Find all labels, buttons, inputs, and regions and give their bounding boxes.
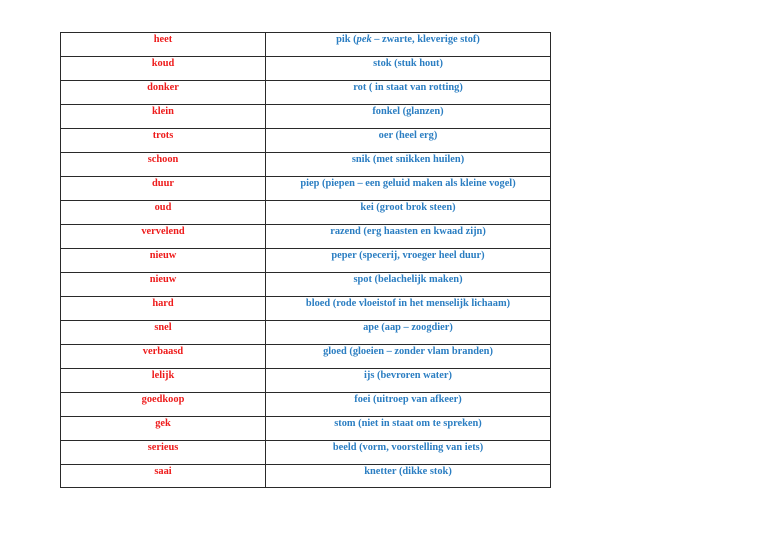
word-cell: saai bbox=[61, 465, 266, 488]
definition-cell: piep (piepen – een geluid maken als kleine vogel) bbox=[266, 177, 551, 201]
word-table bbox=[60, 32, 551, 488]
definition-text: pik ( bbox=[336, 34, 357, 45]
definition-cell: beeld (vorm, voorstelling van iets) bbox=[266, 441, 551, 465]
definition-cell: stom (niet in staat om te spreken) bbox=[266, 417, 551, 441]
word-cell: koud bbox=[61, 57, 266, 81]
definition-cell: razend (erg haasten en kwaad zijn) bbox=[266, 225, 551, 249]
word-cell: duur bbox=[61, 177, 266, 201]
definition-text: – zwarte, kleverige stof) bbox=[371, 34, 480, 45]
word-cell: nieuw bbox=[61, 249, 266, 273]
definition-cell: knetter (dikke stok) bbox=[266, 465, 551, 488]
word-cell: trots bbox=[61, 129, 266, 153]
definition-cell: snik (met snikken huilen) bbox=[266, 153, 551, 177]
word-cell: donker bbox=[61, 81, 266, 105]
definition-cell bbox=[266, 33, 551, 57]
table-row bbox=[61, 249, 551, 273]
table-row bbox=[61, 441, 551, 465]
table-row bbox=[61, 81, 551, 105]
word-cell: serieus bbox=[61, 441, 266, 465]
table-row bbox=[61, 393, 551, 417]
table-row bbox=[61, 105, 551, 129]
definition-cell: rot ( in staat van rotting) bbox=[266, 81, 551, 105]
definition-cell: foei (uitroep van afkeer) bbox=[266, 393, 551, 417]
table-row bbox=[61, 465, 551, 488]
table-row bbox=[61, 33, 551, 57]
word-cell: hard bbox=[61, 297, 266, 321]
word-cell: schoon bbox=[61, 153, 266, 177]
table-row bbox=[61, 297, 551, 321]
word-cell: heet bbox=[61, 33, 266, 57]
table-row bbox=[61, 417, 551, 441]
table-row bbox=[61, 345, 551, 369]
table-row bbox=[61, 153, 551, 177]
definition-italic-text: pek bbox=[356, 34, 372, 45]
definition-cell: spot (belachelijk maken) bbox=[266, 273, 551, 297]
word-cell: lelijk bbox=[61, 369, 266, 393]
definition-cell: fonkel (glanzen) bbox=[266, 105, 551, 129]
word-table-body bbox=[61, 33, 551, 488]
word-cell: snel bbox=[61, 321, 266, 345]
word-cell: goedkoop bbox=[61, 393, 266, 417]
table-row bbox=[61, 129, 551, 153]
word-cell: vervelend bbox=[61, 225, 266, 249]
definition-cell: bloed (rode vloeistof in het menselijk lichaam) bbox=[266, 297, 551, 321]
word-cell: klein bbox=[61, 105, 266, 129]
word-cell: nieuw bbox=[61, 273, 266, 297]
table-row bbox=[61, 177, 551, 201]
table-row bbox=[61, 321, 551, 345]
definition-cell: ijs (bevroren water) bbox=[266, 369, 551, 393]
definition-cell: stok (stuk hout) bbox=[266, 57, 551, 81]
word-cell: oud bbox=[61, 201, 266, 225]
definition-cell: peper (specerij, vroeger heel duur) bbox=[266, 249, 551, 273]
table-row bbox=[61, 57, 551, 81]
table-row bbox=[61, 369, 551, 393]
table-row bbox=[61, 201, 551, 225]
table-row bbox=[61, 225, 551, 249]
word-cell: gek bbox=[61, 417, 266, 441]
definition-cell: kei (groot brok steen) bbox=[266, 201, 551, 225]
table-row bbox=[61, 273, 551, 297]
definition-cell: ape (aap – zoogdier) bbox=[266, 321, 551, 345]
definition-cell: gloed (gloeien – zonder vlam branden) bbox=[266, 345, 551, 369]
definition-cell: oer (heel erg) bbox=[266, 129, 551, 153]
word-cell: verbaasd bbox=[61, 345, 266, 369]
